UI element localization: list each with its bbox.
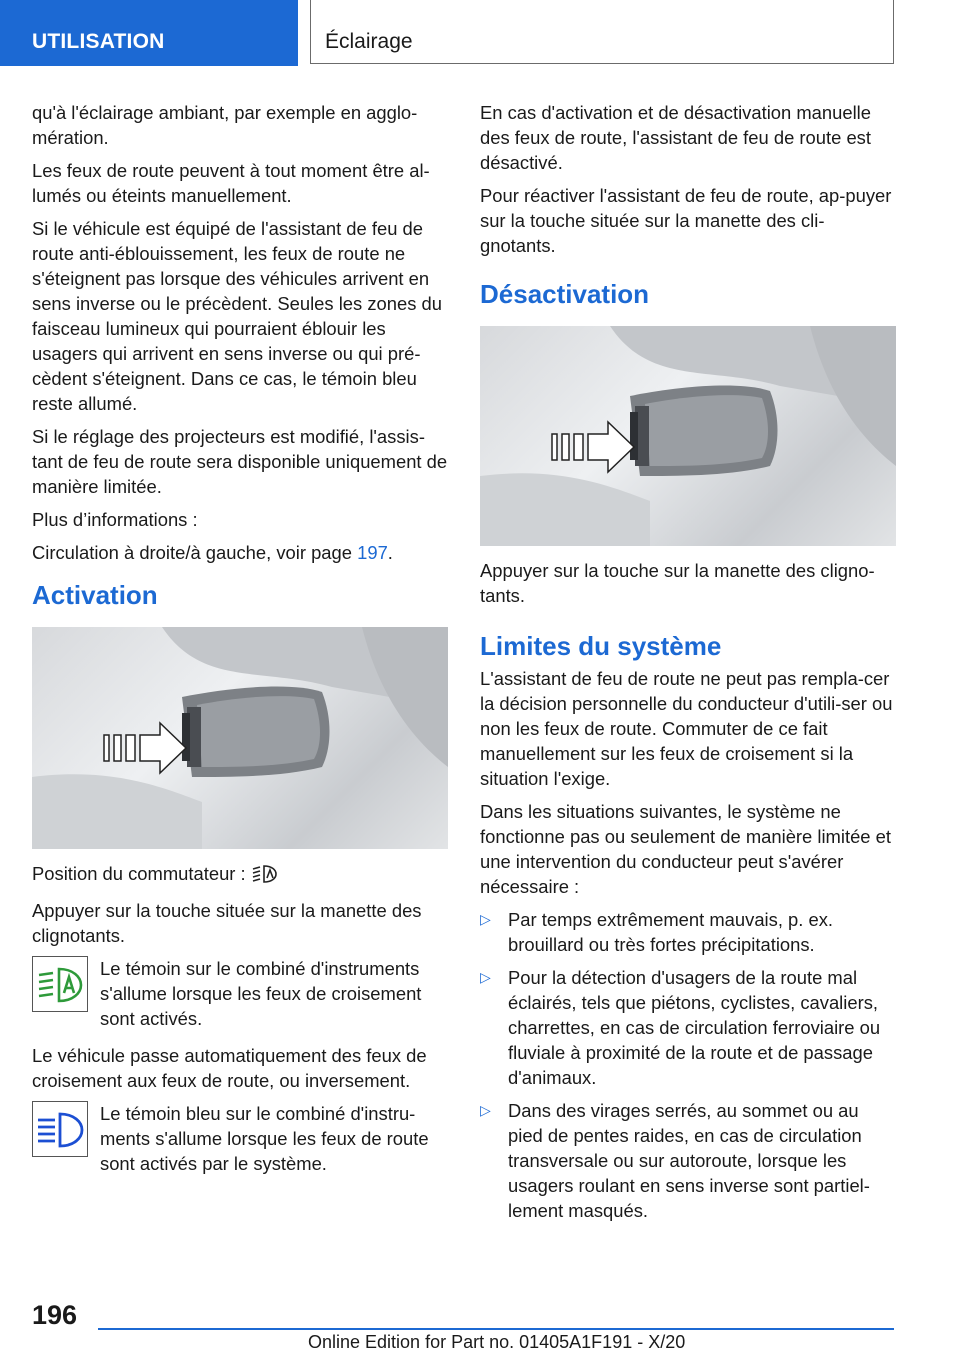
- bullet-triangle-icon: ▷: [480, 911, 491, 927]
- page-number: 196: [32, 1300, 78, 1330]
- heading-limits: Limites du système: [480, 631, 722, 661]
- high-beam-assistant-green-icon: [32, 956, 88, 1012]
- section-tab: [0, 0, 298, 66]
- paragraph: En cas d'activation et de désactivation manuelle des feux de route, l'assistant de feu de route est désactivé.: [480, 102, 871, 173]
- paragraph: Si le réglage des projecteurs est modifié, l'assis‐tant de feu de route sera disponible uniquement de manière limitée.: [32, 426, 448, 497]
- switch-position-label: Position du commutateur :: [32, 863, 246, 884]
- paragraph: Plus d’informations :: [32, 509, 198, 530]
- page-title: Éclairage: [325, 30, 413, 53]
- arrow-right-icon: [104, 723, 186, 773]
- footer-divider: [98, 1328, 894, 1330]
- page-link[interactable]: 197: [357, 542, 388, 563]
- high-beam-assistant-icon: [252, 862, 278, 890]
- paragraph: Les feux de route peuvent à tout moment être al‐lumés ou éteints manuellement.: [32, 160, 430, 206]
- paragraph: Pour réactiver l'assistant de feu de route, ap‐puyer sur la touche située sur la manette des cli‐gnotants.: [480, 185, 892, 256]
- list-item-text: Pour la détection d'usagers de la route mal éclairés, tels que piétons, cyclistes, cavaliers, charrettes, en cas de circulation ferroviaire ou fluviale à proximité de la route et de passage d'animaux.: [508, 967, 881, 1088]
- heading-deactivation: Désactivation: [480, 279, 650, 309]
- bullet-triangle-icon: ▷: [480, 969, 491, 985]
- cross-reference-suffix: .: [387, 542, 393, 563]
- indicator-low-beam-text: Le témoin sur le combiné d'instruments s'allume lorsque les feux de croisement sont activés.: [100, 958, 422, 1029]
- paragraph: L'assistant de feu de route ne peut pas rempla‐cer la décision personnelle du conducteur d'utili‐ser ou non les feux de route. Commuter de ce fait manuellement sur les feux de croisement si la situation l'exige.: [480, 668, 893, 789]
- right-column: [480, 100, 896, 1231]
- paragraph: Dans les situations suivantes, le système ne fonctionne pas ou seulement de manière limitée et une intervention du conducteur peut s'avérer nécessaire :: [480, 801, 891, 897]
- stalk-photo-activation: [32, 627, 448, 849]
- photo-caption: Appuyer sur la touche sur la manette des cligno‐tants.: [480, 560, 875, 606]
- switch-position-line: [32, 861, 448, 890]
- list-item-text: Dans des virages serrés, au sommet ou au pied de pentes raides, en cas de circulation transversale ou sur autoroute, lorsque les usagers roulant en sens inverse sont partiel‐lement masqués.: [508, 1100, 870, 1221]
- high-beam-blue-icon: [32, 1101, 88, 1157]
- paragraph: Le véhicule passe automatiquement des feux de croisement aux feux de route, ou inversement.: [32, 1045, 427, 1091]
- header-title-box: [310, 0, 894, 64]
- list-item: [480, 965, 896, 1090]
- limits-list: [480, 907, 896, 1223]
- indicator-high-beam: [32, 1101, 448, 1176]
- bullet-triangle-icon: ▷: [480, 1102, 491, 1118]
- list-item-text: Par temps extrêmement mauvais, p. ex. brouillard ou très fortes précipitations.: [508, 909, 834, 955]
- list-item: [480, 1098, 896, 1223]
- stalk-photo-deactivation: [480, 326, 896, 546]
- section-label: UTILISATION: [32, 30, 165, 53]
- paragraph: Si le véhicule est équipé de l'assistant de feu de route anti-éblouissement, les feux de route ne s'éteignent pas lorsque des véhicules arrivent en sens inverse ou le précèdent. Seules les zones du faisceau lumineux qui pourraient éblouir les usagers qui arrivent en sens inverse ou qui pré‐cèdent s'éteignent. Dans ce cas, le témoin bleu reste allumé.: [32, 218, 442, 414]
- indicator-high-beam-text: Le témoin bleu sur le combiné d'instru‐ments s'allume lorsque les feux de route sont activés par le système.: [100, 1103, 429, 1174]
- paragraph: qu'à l'éclairage ambiant, par exemple en agglo‐mération.: [32, 102, 418, 148]
- footer-edition: Online Edition for Part no. 01405A1F191 - X/20: [308, 1332, 686, 1352]
- cross-reference-text: Circulation à droite/à gauche, voir page: [32, 542, 358, 563]
- heading-activation: Activation: [32, 580, 158, 610]
- arrow-right-icon: [552, 422, 634, 472]
- indicator-low-beam: [32, 956, 448, 1031]
- paragraph: Appuyer sur la touche située sur la manette des clignotants.: [32, 900, 422, 946]
- paragraph-cross-reference: [32, 540, 448, 565]
- list-item: [480, 907, 896, 957]
- left-column: [32, 100, 448, 1188]
